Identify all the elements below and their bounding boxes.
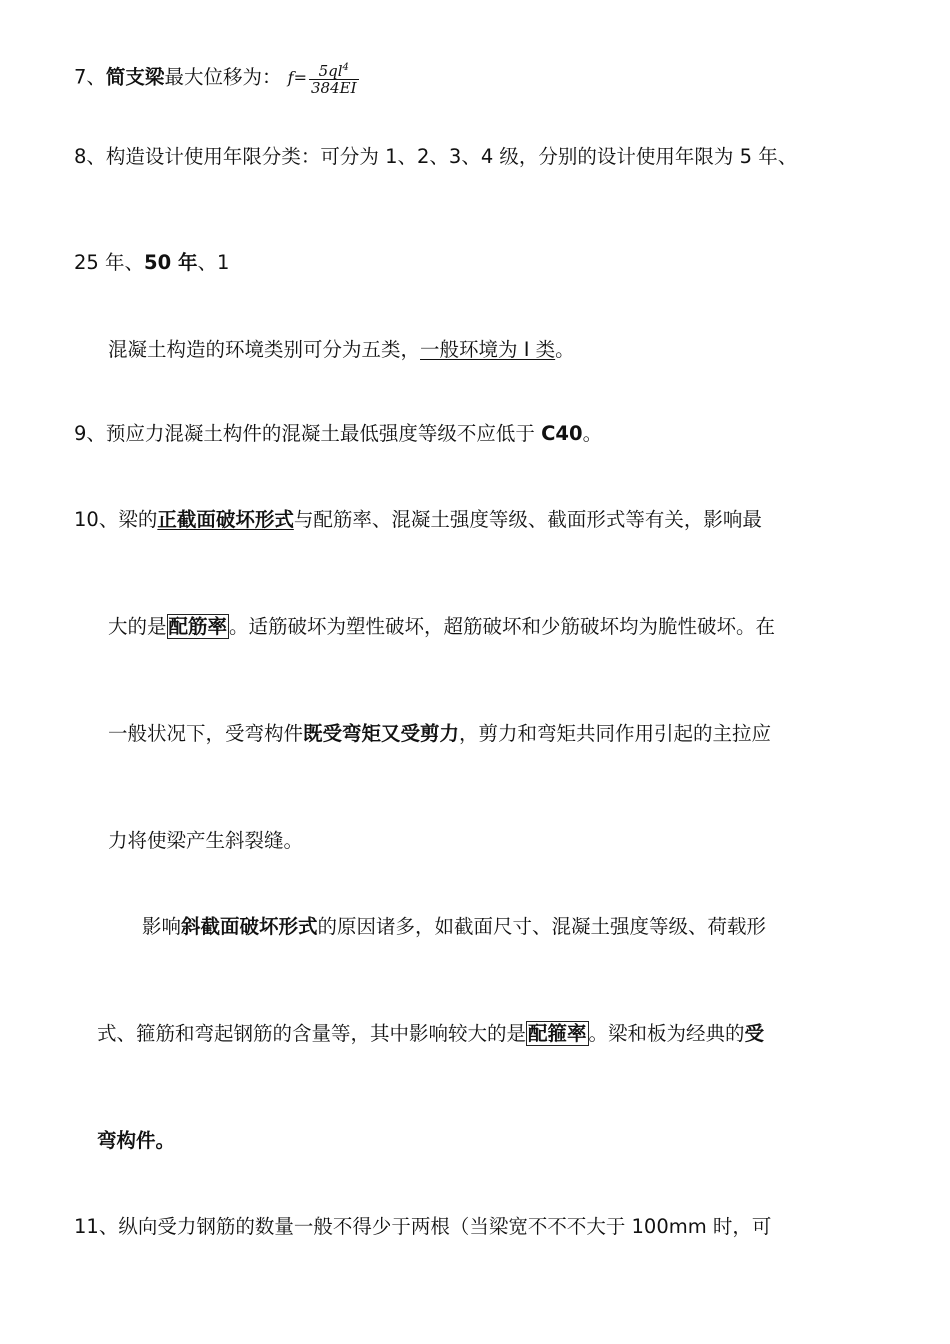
formula-lhs: f=	[287, 68, 307, 87]
item-10-boxed-reinforcement-ratio: 配筋率	[168, 615, 228, 638]
item-8-line-3: 混凝土构造的环境类别可分为五类，一般环境为 I 类。	[108, 338, 575, 361]
item-8-underlined: 一般环境为 I 类	[420, 338, 556, 361]
formula-exponent: 4	[342, 62, 349, 73]
item-10-line-6: 式、箍筋和弯起钢筋的含量等，其中影响较大的是 配箍率 。梁和板为经典的受	[97, 1022, 765, 1045]
item-10-boxed-stirrup-ratio: 配箍率	[528, 1022, 587, 1045]
item-10-line-4: 力将使梁产生斜裂缝。	[108, 829, 304, 852]
formula-fraction	[309, 60, 359, 96]
item-9-grade: C40	[541, 422, 583, 445]
item-10-term-moment-shear: 既受弯矩又受剪力	[303, 722, 460, 745]
item-10-line-3: 一般状况下，受弯构件既受弯矩又受剪力，剪力和弯矩共同作用引起的主拉应	[108, 722, 772, 745]
item-10-line-7: 弯构件。	[97, 1129, 176, 1152]
item-7-number: 7、	[74, 65, 106, 89]
item-11: 11、纵向受力钢筋的数量一般不得少于两根（当梁宽不不不大于 100mm 时，可	[74, 1215, 772, 1238]
item-10-term-oblique-section: 斜截面破坏形式	[181, 915, 318, 938]
item-10-line-2: 大的是 配筋率 。适筋破坏为塑性破坏，超筋破坏和少筋破坏均为脆性破坏。在	[108, 615, 776, 638]
item-9: 9、预应力混凝土构件的混凝土最低强度等级不应低于 C40。	[74, 422, 603, 445]
item-8-highlight: 50 年	[144, 251, 198, 274]
formula-denominator: 384EI	[310, 79, 357, 97]
formula-numerator: $5ql^4$	[309, 60, 359, 80]
item-10-line-5: 影响斜截面破坏形式的原因诸多，如截面尺寸、混凝土强度等级、荷载形	[142, 915, 767, 938]
item-10-term-normal-section: 正截面破坏形式	[157, 508, 294, 531]
item-7-text: 最大位移为：	[164, 65, 282, 89]
item-7	[74, 60, 359, 96]
item-7-term: 简支梁	[105, 65, 165, 89]
deflection-formula	[288, 60, 359, 96]
item-8-line-1: 8、构造设计使用年限分类：可分为 1、2、3、4 级，分别的设计使用年限为 5 年、	[74, 145, 798, 168]
item-10-line-1: 10、梁的正截面破坏形式与配筋率、混凝土强度等级、截面形式等有关，影响最	[74, 508, 762, 531]
item-8-line-2: 25 年、50 年、1	[74, 251, 230, 274]
